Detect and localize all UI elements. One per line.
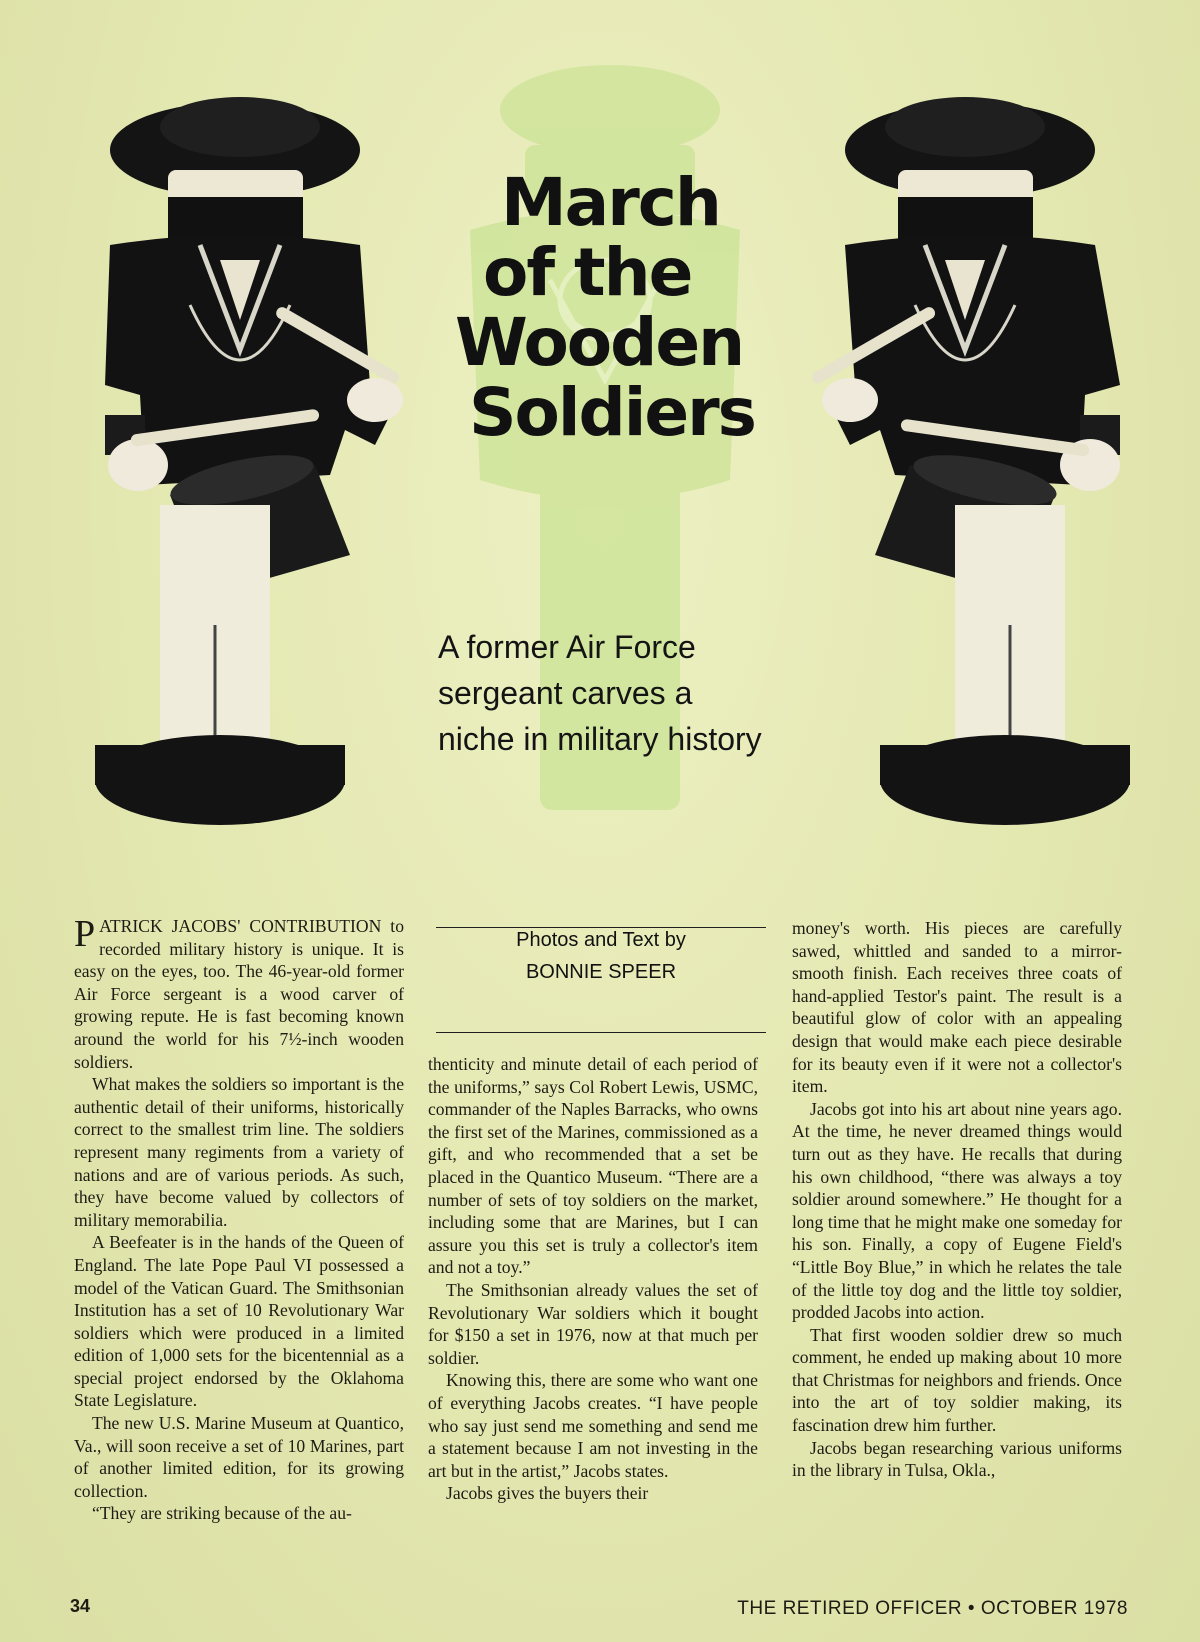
paragraph: Knowing this, there are some who want one of everything Jacobs creates. “I have people who say just send me something and send me a statement because I am not investing in the art but in the artist,” Jacobs states.	[428, 1370, 758, 1481]
title-line: Soldiers	[469, 374, 755, 451]
paragraph	[74, 915, 404, 1073]
article-title	[455, 164, 785, 451]
paragraph: Jacobs gives the buyers their	[446, 1483, 649, 1504]
drop-cap: P	[74, 913, 96, 955]
paragraph: The Smithsonian already values the set of Revolutionary War soldiers which it bought for $150 a set in 1976, now at that much per soldier.	[428, 1279, 758, 1368]
wooden-soldier-right-image	[790, 85, 1160, 855]
byline	[436, 924, 766, 988]
title-line: Wooden	[455, 304, 744, 381]
publication-footer: THE RETIRED OFFICER • OCTOBER 1978	[737, 1598, 1128, 1619]
page-number: 34	[70, 1596, 91, 1616]
paragraph: What makes the soldiers so important is the authentic detail of their uniforms, historically correct to the smallest trim line. The soldiers represent many regiments from a variety of nations and are of various periods. As such, they have become valued by collectors of military memorabilia.	[74, 1074, 404, 1230]
text-column-3	[792, 917, 1122, 1482]
title-line: of the	[483, 234, 692, 311]
article-subtitle: A former Air Force sergeant carves a niche in military history	[438, 629, 762, 757]
paragraph: A Beefeater is in the hands of the Queen of England. The late Pope Paul VI possessed a model of the Vatican Guard. The Smithsonian Institution has a set of 10 Revolutionary War soldiers which were produced in a limited edition of 1,000 sets for the bicentennial as a special project endorsed by the Oklahoma State Legislature.	[74, 1232, 404, 1411]
text-column-1	[74, 915, 404, 1525]
paragraph: That first wooden soldier drew so much comment, he ended up making about 10 more that Christmas for neighbors and friends. Once into the art of toy soldier making, its fascination drew him further.	[792, 1324, 1122, 1436]
byline-author: BONNIE SPEER	[525, 961, 677, 983]
paragraph: thenticity and minute detail of each period of the uniforms,” says Col Robert Lewis, USMC, commander of the Naples Barracks, who owns the first set of the Marines, commissioned as a gift, and who recommended that a set be placed in the Quantico Museum. “There are a number of sets of toy soldiers on the market, including some that are Marines, but I can assure you this set is truly a collector's item and not a toy.”	[428, 1054, 758, 1278]
byline-rule-bottom	[436, 1032, 766, 1033]
paragraph-text: ATRICK JACOBS' CONTRIBUTION to recorded military history is unique. It is easy on the eyes, too. The 46-year-old former Air Force sergeant is a wood carver of growing repute. He is fast becoming known around the world for his 7½-inch wooden soldiers.	[74, 916, 404, 1072]
paragraph: money's worth. His pieces are carefully sawed, whittled and sanded to a mirror-smooth finish. Each receives three coats of hand-applied Testor's paint. The result is a beautiful glow of color with an appealing design that would make each piece desirable for its beauty even if it were not a collector's item.	[792, 918, 1122, 1097]
wooden-soldier-left-image	[70, 85, 440, 855]
paragraph: Jacobs got into his art about nine years ago. At the time, he never dreamed things would turn out as they have. He recalls that during his own childhood, “there was always a toy soldier around somewhere.” He thought for a long time that he might make one someday for his son. Finally, a copy of Eugene Field's “Little Boy Blue,” in which he relates the tale of the little toy dog and the little toy soldier, prodded Jacobs into action.	[792, 1098, 1122, 1323]
paragraph: “They are striking because of the au-	[92, 1503, 352, 1524]
byline-credit: Photos and Text by	[516, 929, 686, 951]
text-column-2	[428, 1053, 758, 1505]
title-line: March	[501, 164, 720, 241]
paragraph: Jacobs began researching various uniforms in the library in Tulsa, Okla.,	[792, 1437, 1122, 1481]
paragraph: The new U.S. Marine Museum at Quantico, Va., will soon receive a set of 10 Marines, part of another limited edition, for its growing collection.	[74, 1413, 404, 1501]
